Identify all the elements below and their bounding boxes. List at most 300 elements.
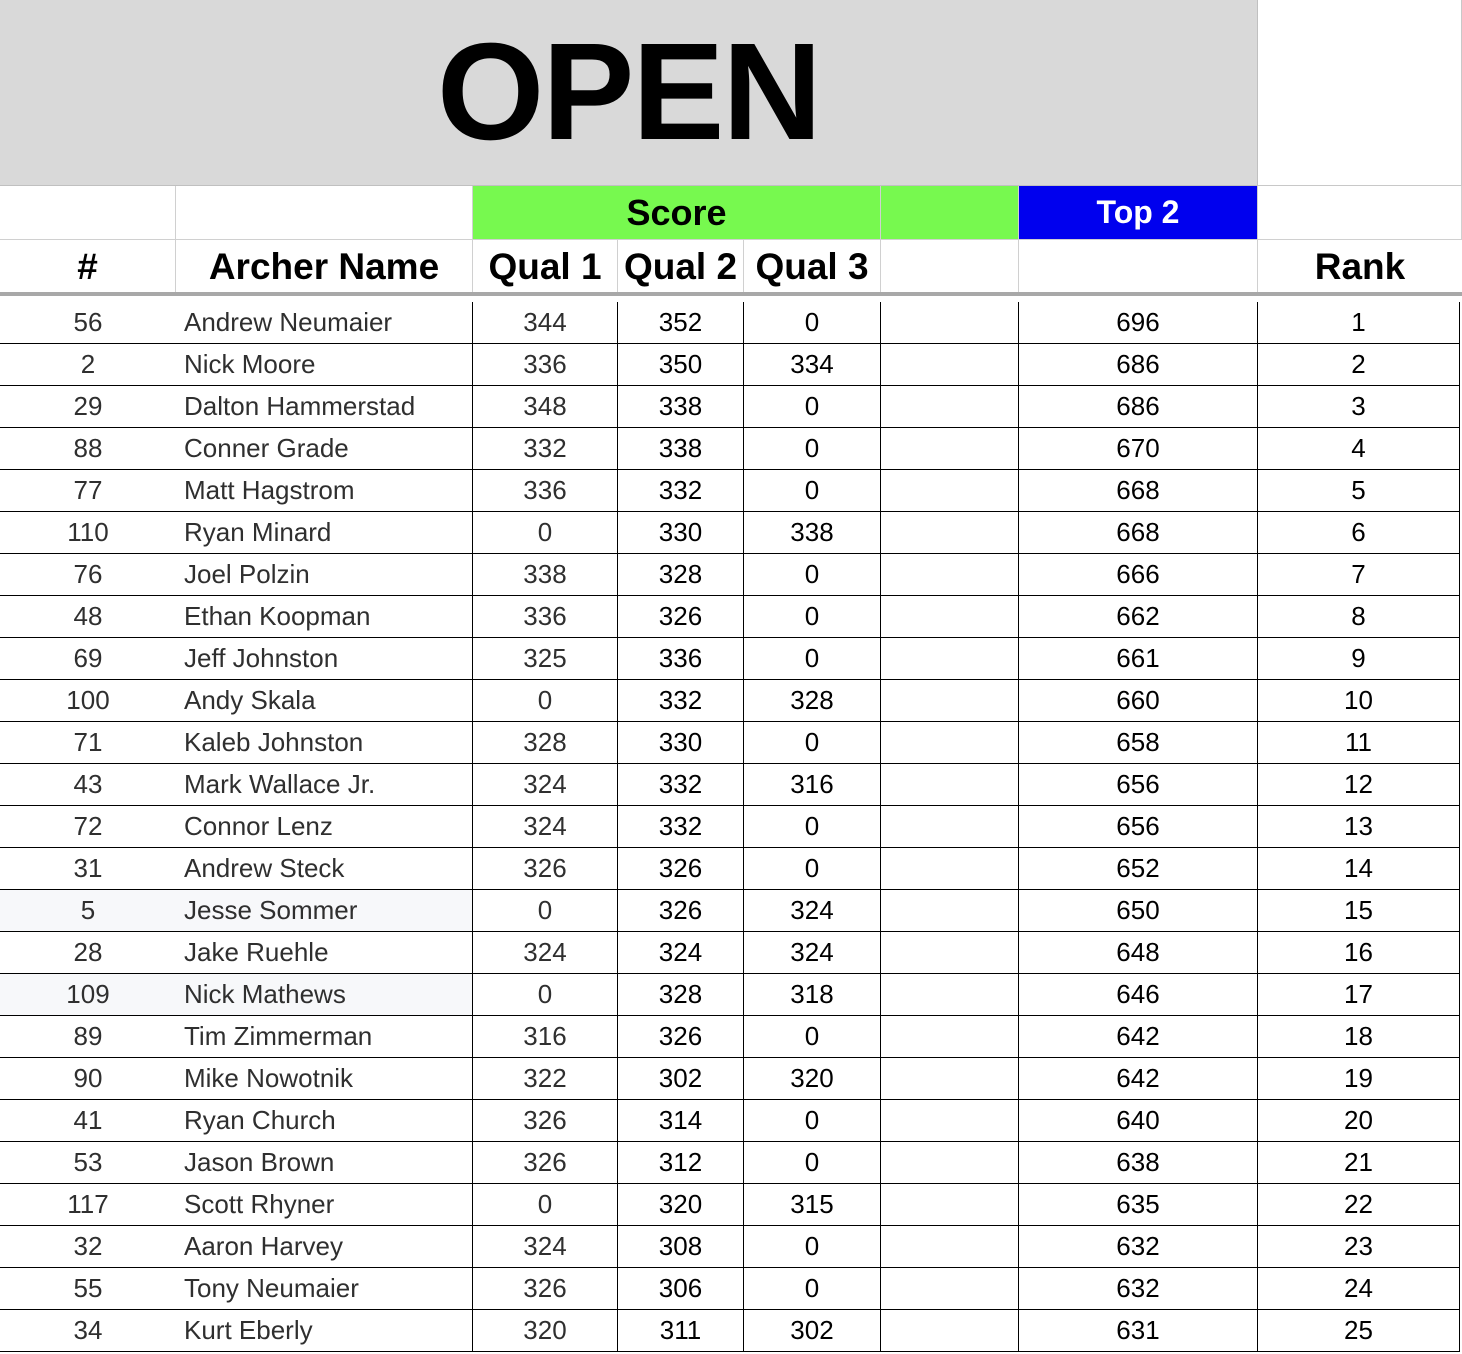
cell-qual-1[interactable] [473,722,618,764]
cell-empty[interactable] [881,1184,1019,1226]
cell-qual-2-value: 352 [658,307,703,337]
title-band[interactable] [0,0,1258,186]
cell-rank[interactable] [1258,386,1460,428]
cell-qual-2-value: 332 [658,769,703,799]
cell-qual-2[interactable] [618,386,744,428]
cell-rank-value: 10 [1344,685,1373,715]
cell-qual-1[interactable] [473,1016,618,1058]
cell-qual-1[interactable] [473,1184,618,1226]
cell-qual-3[interactable] [744,554,881,596]
cell-top2[interactable] [1019,848,1258,890]
cell-num[interactable] [0,764,176,806]
blank-cell[interactable] [1258,0,1462,186]
cell-top2[interactable] [1019,974,1258,1016]
table-row [0,1184,1462,1226]
cell-qual-2-value: 338 [658,391,703,421]
cell-top2[interactable] [1019,1100,1258,1142]
cell-qual-1[interactable] [473,386,618,428]
table-row [0,680,1462,722]
cell-archer-name[interactable] [176,1100,473,1142]
cell-rank[interactable] [1258,344,1460,386]
cell-archer-name[interactable] [176,932,473,974]
cell-qual-3[interactable] [744,680,881,722]
cell-top2[interactable] [1019,512,1258,554]
cell-archer-name-value: Andrew Steck [184,853,345,883]
score-group-header[interactable] [473,186,881,240]
header-archer-name[interactable] [176,240,473,294]
cell-qual-1[interactable] [473,1142,618,1184]
cell-rank[interactable] [1258,848,1460,890]
cell-qual-1-value: 328 [523,727,567,757]
cell-empty[interactable] [881,344,1019,386]
cell-archer-name[interactable] [176,806,473,848]
cell-top2-value: 632 [1116,1273,1160,1303]
cell-qual-2[interactable] [618,1268,744,1310]
cell-top2[interactable] [1019,596,1258,638]
cell-qual-3[interactable] [744,344,881,386]
cell-qual-1[interactable] [473,1268,618,1310]
cell-qual-1[interactable] [473,638,618,680]
header-num[interactable] [0,240,176,294]
cell-empty[interactable] [881,638,1019,680]
table-row [0,596,1462,638]
cell-qual-2[interactable] [618,344,744,386]
cell-qual-1-value: 336 [523,475,567,505]
cell-qual-1-value: 336 [523,601,567,631]
cell-qual-3[interactable] [744,1226,881,1268]
cell-qual-3-value: 0 [804,433,820,463]
cell-empty[interactable] [881,848,1019,890]
cell-rank-value: 14 [1344,853,1373,883]
cell-qual-2[interactable] [618,932,744,974]
cell-rank-value: 24 [1344,1273,1373,1303]
cell-qual-1[interactable] [473,1226,618,1268]
cell-rank[interactable] [1258,1100,1460,1142]
cell-num[interactable] [0,1100,176,1142]
cell-qual-2-value: 312 [658,1147,703,1177]
cell-empty[interactable] [881,596,1019,638]
cell-rank-value: 23 [1344,1231,1373,1261]
cell-qual-3[interactable] [744,932,881,974]
cell-qual-1[interactable] [473,596,618,638]
cell-empty[interactable] [881,764,1019,806]
cell-top2-value: 631 [1116,1315,1160,1345]
cell-qual-2[interactable] [618,1016,744,1058]
cell-qual-3[interactable] [744,1310,881,1352]
cell-qual-1[interactable] [473,806,618,848]
cell-num[interactable] [0,1184,176,1226]
cell-archer-name[interactable] [176,1268,473,1310]
cell-rank-value: 7 [1351,559,1366,589]
cell-rank-value: 5 [1351,475,1366,505]
cell-qual-1-value: 0 [537,517,553,547]
cell-empty[interactable] [881,1226,1019,1268]
cell-rank-value: 4 [1351,433,1366,463]
cell-num-value: 28 [73,937,103,967]
cell-qual-2[interactable] [618,722,744,764]
cell-archer-name[interactable] [176,1310,473,1352]
cell-qual-2[interactable] [618,1310,744,1352]
cell-rank[interactable] [1258,470,1460,512]
cell-qual-3[interactable] [744,1058,881,1100]
cell-qual-1[interactable] [473,1058,618,1100]
cell-num-value: 109 [66,979,110,1009]
cell-rank[interactable] [1258,596,1460,638]
cell-qual-1[interactable] [473,764,618,806]
cell-rank[interactable] [1258,302,1460,344]
cell-archer-name[interactable] [176,512,473,554]
cell-empty[interactable] [881,1142,1019,1184]
table-row [0,1268,1462,1310]
cell-archer-name-value: Nick Moore [184,349,316,379]
cell-empty[interactable] [881,806,1019,848]
cell-num-value: 71 [73,727,103,757]
cell-num[interactable] [0,974,176,1016]
cell-qual-3[interactable] [744,386,881,428]
cell-num[interactable] [0,890,176,932]
cell-qual-2[interactable] [618,806,744,848]
header-top2[interactable] [1019,240,1258,294]
cell-qual-3[interactable] [744,722,881,764]
cell-empty[interactable] [881,470,1019,512]
cell-top2[interactable] [1019,1058,1258,1100]
cell-qual-2[interactable] [618,428,744,470]
cell-qual-3[interactable] [744,806,881,848]
cell-rank[interactable] [1258,722,1460,764]
sheet-title: OPEN [436,15,821,169]
cell-rank[interactable] [1258,680,1460,722]
cell-empty[interactable] [881,1016,1019,1058]
cell-empty[interactable] [881,890,1019,932]
cell-archer-name[interactable] [176,1058,473,1100]
table-row [0,764,1462,806]
cell-archer-name-value: Jason Brown [184,1147,335,1177]
cell-rank[interactable] [1258,974,1460,1016]
cell-rank-value: 13 [1344,811,1373,841]
cell-rank[interactable] [1258,1058,1460,1100]
cell-qual-2[interactable] [618,638,744,680]
cell-top2-value: 656 [1116,811,1160,841]
cell-qual-3[interactable] [744,1142,881,1184]
score-group-extra[interactable] [881,186,1019,240]
cell-archer-name[interactable] [176,890,473,932]
cell-rank-value: 21 [1344,1147,1373,1177]
cell-top2[interactable] [1019,554,1258,596]
cell-qual-3[interactable] [744,302,881,344]
cell-num[interactable] [0,428,176,470]
cell-num[interactable] [0,848,176,890]
cell-num[interactable] [0,596,176,638]
cell-qual-2-value: 330 [658,727,703,757]
cell-num[interactable] [0,1142,176,1184]
cell-num[interactable] [0,470,176,512]
cell-rank[interactable] [1258,1016,1460,1058]
cell-top2-value: 662 [1116,601,1160,631]
cell-top2[interactable] [1019,1268,1258,1310]
cell-num[interactable] [0,1058,176,1100]
cell-top2-value: 658 [1116,727,1160,757]
cell-top2[interactable] [1019,806,1258,848]
cell-qual-3-value: 0 [804,1105,820,1135]
cell-rank-value: 25 [1344,1315,1373,1345]
cell-archer-name[interactable] [176,974,473,1016]
cell-archer-name[interactable] [176,1184,473,1226]
table-row [0,974,1462,1016]
cell-qual-2[interactable] [618,680,744,722]
cell-rank[interactable] [1258,764,1460,806]
top2-group-label: Top 2 [1096,194,1180,230]
cell-qual-1[interactable] [473,428,618,470]
header-rank[interactable] [1258,240,1462,294]
table-row [0,428,1462,470]
cell-num[interactable] [0,932,176,974]
cell-num[interactable] [0,680,176,722]
cell-archer-name-value: Jake Ruehle [184,937,329,967]
cell-top2[interactable] [1019,302,1258,344]
cell-rank[interactable] [1258,890,1460,932]
table-row [0,1142,1462,1184]
header-qual-2[interactable] [618,240,744,294]
cell-top2[interactable] [1019,1016,1258,1058]
header-empty[interactable] [881,240,1019,294]
cell-empty[interactable] [881,1268,1019,1310]
cell-num[interactable] [0,554,176,596]
cell-top2-value: 668 [1116,475,1160,505]
cell-qual-3[interactable] [744,890,881,932]
group-cell-num[interactable] [0,186,176,240]
cell-archer-name-value: Andy Skala [184,685,316,715]
cell-qual-2-value: 306 [658,1273,703,1303]
cell-num-value: 32 [73,1231,103,1261]
cell-num[interactable] [0,806,176,848]
cell-top2[interactable] [1019,680,1258,722]
cell-qual-3[interactable] [744,1100,881,1142]
cell-top2[interactable] [1019,722,1258,764]
table-row [0,344,1462,386]
cell-rank-value: 2 [1351,349,1366,379]
cell-qual-2[interactable] [618,1226,744,1268]
cell-qual-1[interactable] [473,344,618,386]
cell-rank[interactable] [1258,638,1460,680]
cell-qual-1[interactable] [473,302,618,344]
header-archer-name-label: Archer Name [208,246,440,287]
group-cell-rank[interactable] [1258,186,1462,240]
cell-qual-3[interactable] [744,1184,881,1226]
cell-qual-2-value: 320 [658,1189,703,1219]
cell-rank[interactable] [1258,1142,1460,1184]
cell-empty[interactable] [881,1100,1019,1142]
cell-qual-1[interactable] [473,932,618,974]
cell-num[interactable] [0,386,176,428]
cell-archer-name[interactable] [176,386,473,428]
cell-qual-2[interactable] [618,1100,744,1142]
cell-top2[interactable] [1019,890,1258,932]
cell-num[interactable] [0,1016,176,1058]
header-qual-3[interactable] [744,240,881,294]
cell-qual-3-value: 0 [804,559,820,589]
cell-qual-3[interactable] [744,1016,881,1058]
cell-empty[interactable] [881,932,1019,974]
cell-top2[interactable] [1019,470,1258,512]
cell-rank[interactable] [1258,932,1460,974]
cell-qual-2[interactable] [618,554,744,596]
cell-num[interactable] [0,512,176,554]
cell-empty[interactable] [881,428,1019,470]
cell-qual-2[interactable] [618,470,744,512]
cell-empty[interactable] [881,302,1019,344]
table-row [0,470,1462,512]
cell-qual-1[interactable] [473,1310,618,1352]
group-cell-name[interactable] [176,186,473,240]
cell-empty[interactable] [881,1310,1019,1352]
cell-qual-2[interactable] [618,512,744,554]
cell-qual-1[interactable] [473,974,618,1016]
cell-num-value: 56 [73,307,103,337]
cell-num[interactable] [0,722,176,764]
cell-rank-value: 19 [1344,1063,1373,1093]
cell-qual-2[interactable] [618,596,744,638]
cell-top2[interactable] [1019,932,1258,974]
cell-num[interactable] [0,344,176,386]
cell-num[interactable] [0,1268,176,1310]
table-row [0,806,1462,848]
cell-empty[interactable] [881,974,1019,1016]
cell-qual-2[interactable] [618,848,744,890]
cell-empty[interactable] [881,1058,1019,1100]
cell-top2[interactable] [1019,344,1258,386]
cell-qual-3[interactable] [744,512,881,554]
table-row [0,302,1462,344]
cell-archer-name[interactable] [176,428,473,470]
cell-rank[interactable] [1258,1310,1460,1352]
cell-qual-3-value: 0 [804,307,820,337]
cell-archer-name[interactable] [176,554,473,596]
cell-qual-2[interactable] [618,890,744,932]
cell-archer-name-value: Scott Rhyner [184,1189,335,1219]
cell-qual-1[interactable] [473,1100,618,1142]
cell-rank[interactable] [1258,806,1460,848]
cell-qual-2[interactable] [618,1184,744,1226]
cell-qual-1-value: 324 [523,811,567,841]
cell-qual-2[interactable] [618,974,744,1016]
cell-top2[interactable] [1019,1184,1258,1226]
cell-qual-1[interactable] [473,554,618,596]
cell-qual-2[interactable] [618,1142,744,1184]
cell-num[interactable] [0,302,176,344]
cell-archer-name[interactable] [176,1142,473,1184]
cell-rank[interactable] [1258,1184,1460,1226]
cell-top2[interactable] [1019,1226,1258,1268]
cell-qual-3[interactable] [744,596,881,638]
cell-archer-name-value: Tony Neumaier [184,1273,359,1303]
cell-qual-3-value: 338 [790,517,834,547]
cell-top2[interactable] [1019,1310,1258,1352]
cell-archer-name[interactable] [176,596,473,638]
cell-qual-3[interactable] [744,1268,881,1310]
cell-qual-2-value: 324 [658,937,703,967]
cell-qual-3[interactable] [744,638,881,680]
cell-archer-name[interactable] [176,1016,473,1058]
table-row [0,932,1462,974]
cell-archer-name-value: Jeff Johnston [184,643,339,673]
cell-qual-1-value: 316 [523,1021,567,1051]
header-qual-1[interactable] [473,240,618,294]
cell-archer-name[interactable] [176,722,473,764]
cell-qual-3[interactable] [744,848,881,890]
cell-qual-3-value: 328 [790,685,834,715]
cell-archer-name[interactable] [176,470,473,512]
cell-archer-name-value: Ryan Minard [184,517,332,547]
cell-qual-1[interactable] [473,470,618,512]
cell-num-value: 77 [73,475,103,505]
cell-num-value: 69 [73,643,103,673]
cell-qual-2[interactable] [618,302,744,344]
cell-rank[interactable] [1258,1268,1460,1310]
cell-qual-1[interactable] [473,848,618,890]
cell-num[interactable] [0,1226,176,1268]
cell-qual-3-value: 0 [804,727,820,757]
cell-qual-1[interactable] [473,512,618,554]
cell-top2[interactable] [1019,386,1258,428]
cell-empty[interactable] [881,680,1019,722]
top2-group-header[interactable] [1019,186,1258,240]
cell-top2[interactable] [1019,764,1258,806]
cell-qual-3-value: 0 [804,475,820,505]
cell-qual-1[interactable] [473,680,618,722]
cell-num[interactable] [0,638,176,680]
cell-qual-2[interactable] [618,764,744,806]
cell-archer-name[interactable] [176,302,473,344]
cell-rank[interactable] [1258,512,1460,554]
cell-archer-name[interactable] [176,848,473,890]
cell-qual-3[interactable] [744,428,881,470]
cell-top2-value: 640 [1116,1105,1160,1135]
cell-archer-name[interactable] [176,680,473,722]
cell-num[interactable] [0,1310,176,1352]
table-row [0,554,1462,596]
cell-num-value: 41 [73,1105,103,1135]
cell-qual-3-value: 0 [804,1021,820,1051]
header-qual-1-label: Qual 1 [488,246,602,287]
cell-empty[interactable] [881,512,1019,554]
cell-archer-name[interactable] [176,764,473,806]
cell-qual-2[interactable] [618,1058,744,1100]
cell-rank[interactable] [1258,1226,1460,1268]
cell-empty[interactable] [881,554,1019,596]
cell-top2[interactable] [1019,428,1258,470]
cell-empty[interactable] [881,722,1019,764]
cell-top2-value: 656 [1116,769,1160,799]
cell-archer-name[interactable] [176,344,473,386]
cell-top2[interactable] [1019,638,1258,680]
cell-qual-3[interactable] [744,974,881,1016]
cell-top2[interactable] [1019,1142,1258,1184]
cell-empty[interactable] [881,386,1019,428]
cell-rank[interactable] [1258,428,1460,470]
cell-archer-name[interactable] [176,1226,473,1268]
cell-num-value: 2 [80,349,96,379]
cell-rank[interactable] [1258,554,1460,596]
cell-qual-3[interactable] [744,764,881,806]
cell-qual-1-value: 320 [523,1315,567,1345]
cell-qual-3[interactable] [744,470,881,512]
cell-rank-value: 11 [1345,727,1372,757]
cell-qual-1[interactable] [473,890,618,932]
cell-num-value: 100 [66,685,110,715]
cell-qual-1-value: 326 [523,1105,567,1135]
cell-top2-value: 638 [1116,1147,1160,1177]
cell-archer-name[interactable] [176,638,473,680]
